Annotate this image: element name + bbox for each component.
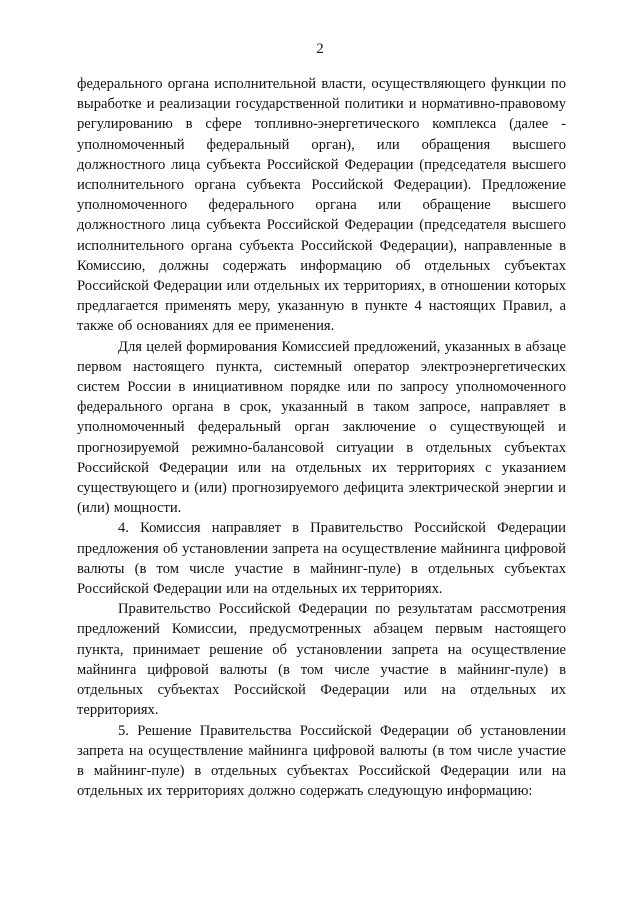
paragraph-item-4: 4. Комиссия направляет в Правительство Российской Федерации предложения об установлении запрета на осуществление майнинга цифровой валюты (в том числе участие в майнинг-пуле) в отдельных субъектах Российской Федерации или на отдельных их территориях. (77, 520, 566, 598)
paragraph-item-5: 5. Решение Правительства Российской Федерации об установлении запрета на осуществление майнинга цифровой валюты (в том числе участие в майнинг-пуле) в отдельных субъектах Российской Федерации или на отдельных их территориях должно содержать следующую информацию: (77, 722, 566, 800)
paragraph-system-operator: Для целей формирования Комиссией предложений, указанных в абзаце первом настоящего пункта, системный оператор электроэнергетических систем России в инициативном порядке или по запросу уполномоченного федерального органа в срок, указанный в таком запросе, направляет в уполномоченный федеральный орган заключение о существующей и прогнозируемой режимно-балансовой ситуации в отдельных субъектах Российской Федерации или на отдельных их территориях с указанием существующего и (или) прогнозируемого дефицита электрической энергии и (или) мощности. (77, 338, 566, 517)
paragraph-government-decision: Правительство Российской Федерации по результатам рассмотрения предложений Комиссии, предусмотренных абзацем первым настоящего пункта, принимает решение об установлении запрета на осуществление майнинга цифровой валюты (в том числе участие в майнинг-пуле) в отдельных субъектах Российской Федерации или на отдельных их территориях. (77, 601, 566, 719)
paragraph-continuation: федерального органа исполнительной власти, осуществляющего функции по выработке и реализации государственной политики и нормативно-правовому регулированию в сфере топливно-энергетического комплекса (далее - уполномоченный федеральный орган), или обращения высшего должностного лица субъекта Российской Федерации (председателя высшего исполнительного органа субъекта Российской Федерации). Предложение уполномоченного федерального органа или обращение высшего должностного лица субъекта Российской Федерации (председателя высшего исполнительного органа субъекта Российской Федерации), направленные в Комиссию, должны содержать информацию об отдельных субъектах Российской Федерации или отдельных их территориях, в отношении которых предлагается применять меру, указанную в пункте 4 настоящих Правил, а также об основаниях для ее применения. (77, 76, 566, 335)
page-number: 2 (316, 41, 324, 57)
document-body (77, 74, 566, 801)
